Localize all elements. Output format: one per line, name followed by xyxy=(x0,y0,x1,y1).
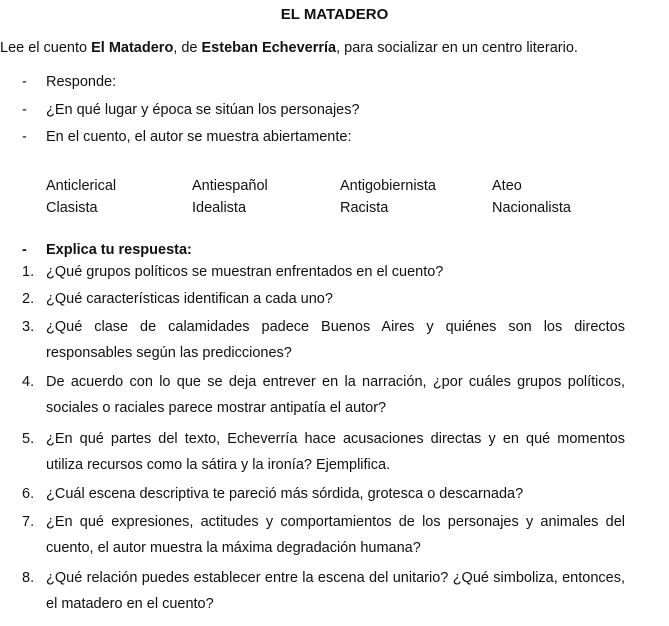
question-number: 7. xyxy=(22,514,35,530)
question-number: 1. xyxy=(22,264,35,280)
option-idealista: Idealista xyxy=(192,200,247,216)
question-number: 2. xyxy=(22,291,35,307)
intro-text: Lee el cuento xyxy=(0,40,92,56)
bullet-text: ¿En qué lugar y época se sitúan los personajes? xyxy=(46,102,360,118)
bullet-dash: - xyxy=(22,129,27,145)
intro-author: Esteban Echeverría xyxy=(201,40,337,56)
question-number: 3. xyxy=(22,319,35,335)
option-antiespanol: Antiespañol xyxy=(192,178,268,194)
question-text: ¿En qué expresiones, actitudes y comportamientos de los personajes y animales del cuento, el autor muestra la máxima degradación humana? xyxy=(46,514,625,556)
question-text: ¿Qué clase de calamidades padece Buenos Aires y quiénes son los directos responsables según las predicciones? xyxy=(46,319,625,361)
question-text: ¿Qué características identifican a cada uno? xyxy=(46,291,333,307)
option-antigobiernista: Antigobiernista xyxy=(340,178,436,194)
intro-text: , para socializar en un centro literario. xyxy=(336,40,578,56)
option-anticlerical: Anticlerical xyxy=(46,178,117,194)
bullet-dash: - xyxy=(22,74,27,90)
bullet-dash: - xyxy=(22,102,27,118)
question-text: ¿Qué relación puedes establecer entre la escena del unitario? ¿Qué simboliza, entonces, el matadero en el cuento? xyxy=(46,570,625,612)
bullet-explica xyxy=(22,242,192,258)
question-number: 8. xyxy=(22,570,35,586)
bullet-responde xyxy=(22,74,116,90)
bullet-dash: - xyxy=(22,242,27,258)
question-number: 6. xyxy=(22,486,35,502)
intro-paragraph xyxy=(0,40,578,56)
intro-text: , de xyxy=(173,40,202,56)
intro-work-title: El Matadero xyxy=(91,40,174,56)
bullet-text: Responde: xyxy=(46,74,117,90)
question-text: ¿Cuál escena descriptiva te pareció más sórdida, grotesca o descarnada? xyxy=(46,486,524,502)
option-ateo: Ateo xyxy=(492,178,522,194)
bullet-text: En el cuento, el autor se muestra abiertamente: xyxy=(46,129,352,145)
bullet-autor xyxy=(22,129,351,145)
bullet-lugar xyxy=(22,102,360,118)
question-text: ¿Qué grupos políticos se muestran enfrentados en el cuento? xyxy=(46,264,444,280)
question-text: De acuerdo con lo que se deja entrever en la narración, ¿por cuáles grupos políticos, sociales o raciales parece mostrar antipatía el autor? xyxy=(46,374,625,416)
option-nacionalista: Nacionalista xyxy=(492,200,571,216)
question-text: ¿En qué partes del texto, Echeverría hace acusaciones directas y en qué momentos utiliza recursos como la sátira y la ironía? Ejemplifica. xyxy=(46,431,625,473)
question-number: 5. xyxy=(22,431,35,447)
question-number: 4. xyxy=(22,374,35,390)
document-title: EL MATADERO xyxy=(280,6,389,23)
bullet-text: Explica tu respuesta: xyxy=(46,242,192,258)
option-clasista: Clasista xyxy=(46,200,98,216)
option-racista: Racista xyxy=(340,200,389,216)
